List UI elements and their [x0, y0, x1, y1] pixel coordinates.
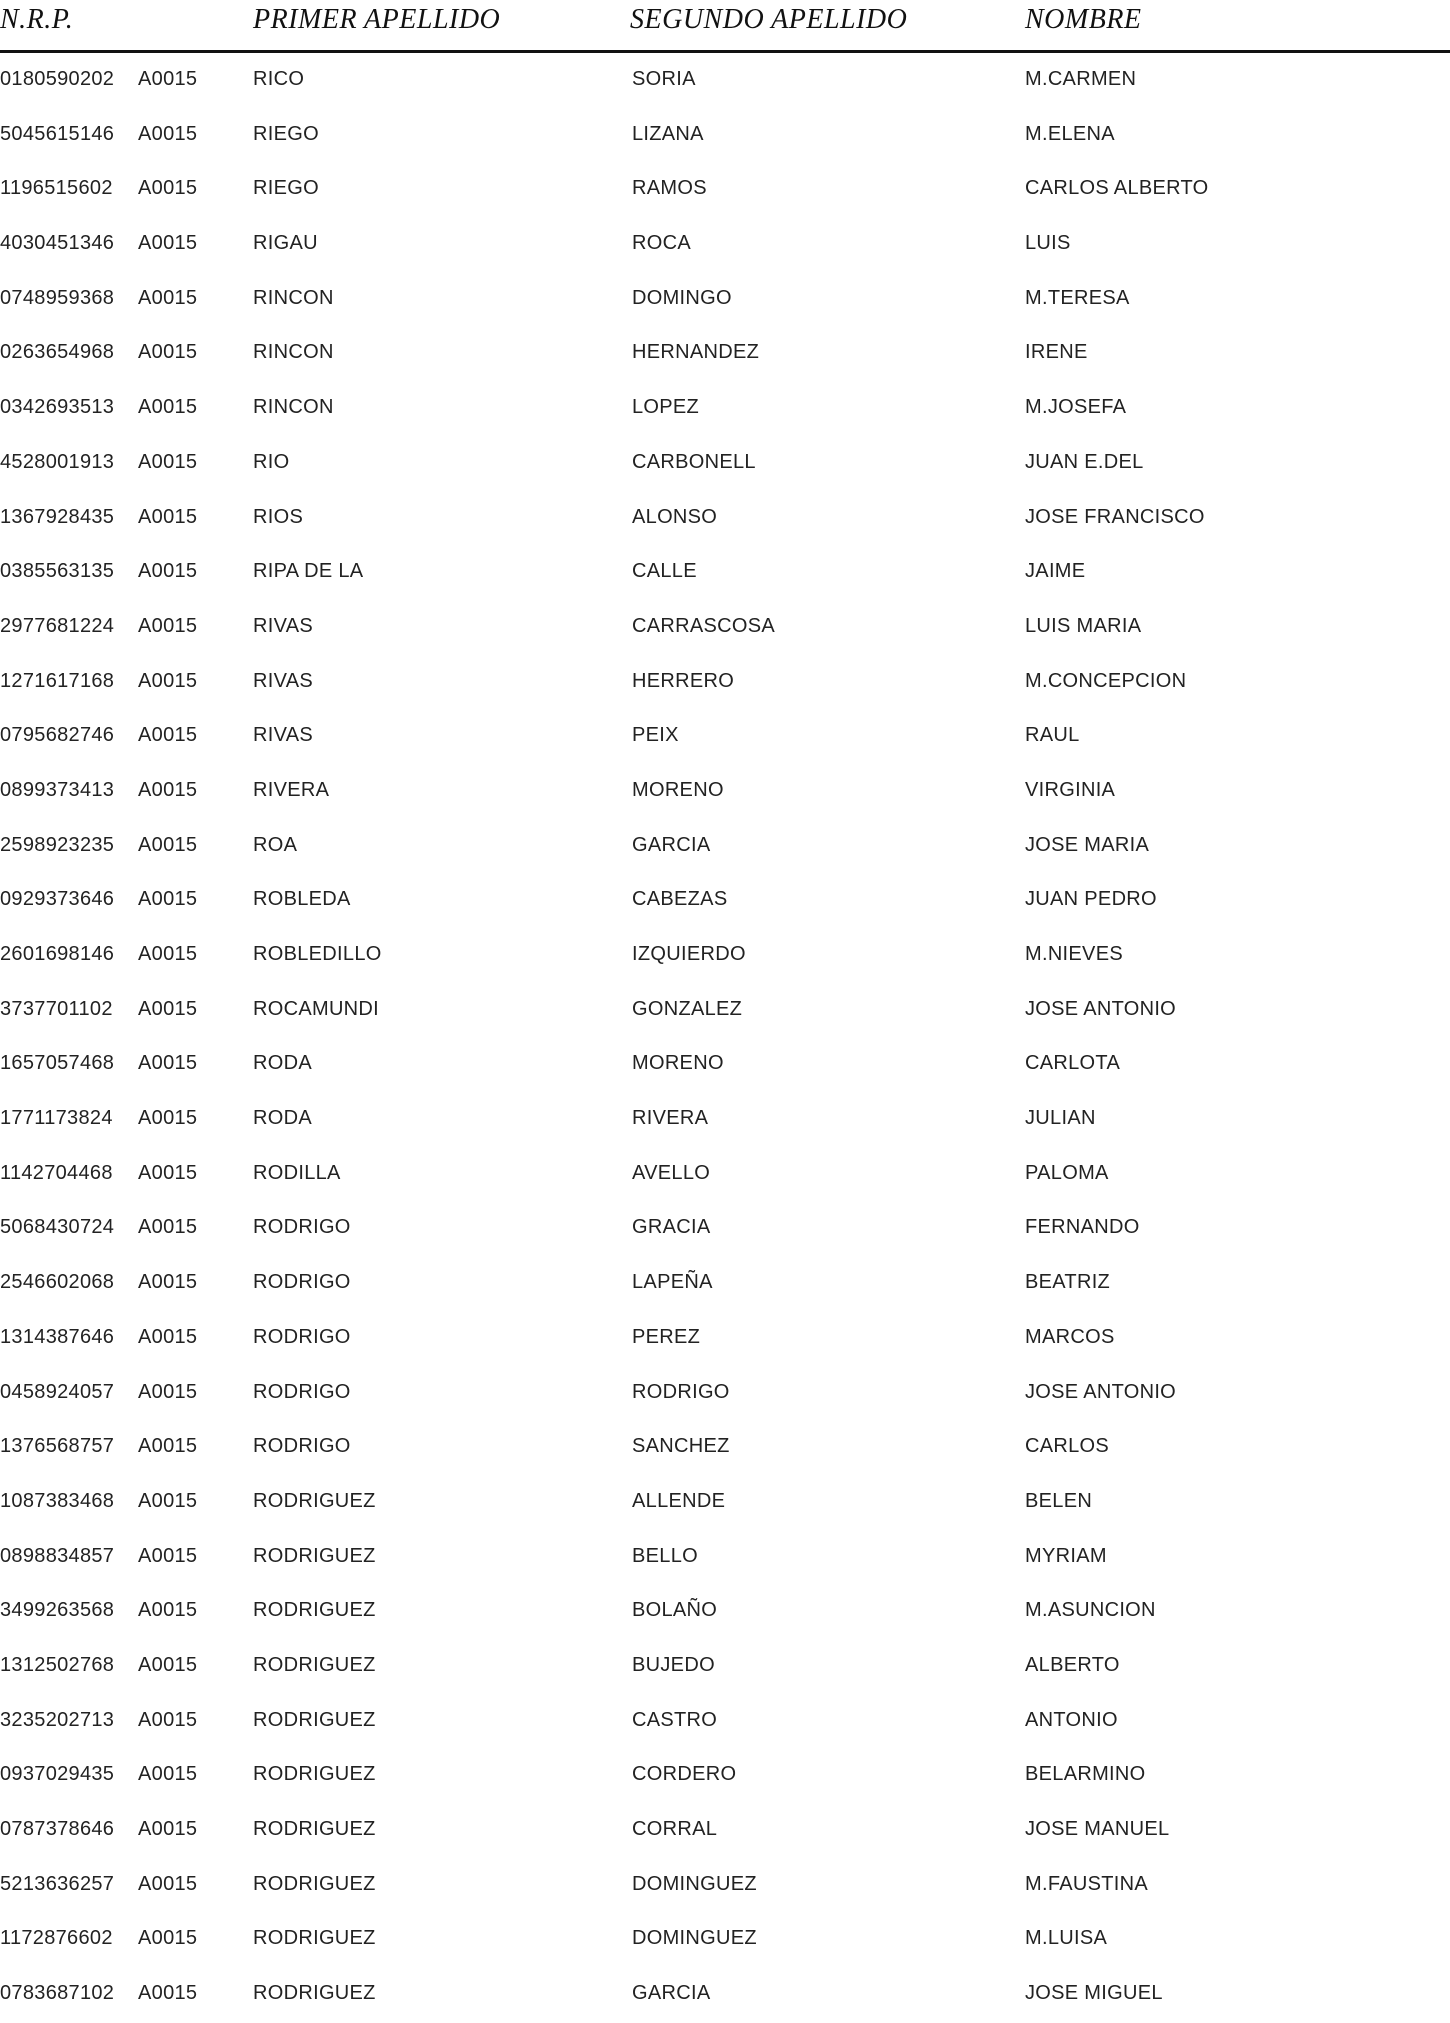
- segundo-apellido-cell: SORIA: [632, 68, 696, 90]
- code-cell: A0015: [138, 1325, 198, 1348]
- code-cell: A0015: [138, 177, 198, 200]
- primer-apellido-cell: ROA: [253, 833, 298, 856]
- nombre-cell: BELEN: [1025, 1489, 1093, 1512]
- table-row: [0, 1148, 1450, 1203]
- nrp-cell: 5068430724: [0, 1216, 115, 1239]
- table-row: [0, 1093, 1450, 1148]
- nombre-cell: FERNANDO: [1025, 1216, 1140, 1239]
- code-cell: A0015: [138, 1872, 198, 1895]
- table-row: [0, 820, 1450, 875]
- code-cell: A0015: [138, 1380, 198, 1403]
- segundo-apellido-cell: BOLAÑO: [632, 1599, 718, 1622]
- code-cell: A0015: [138, 232, 198, 255]
- nombre-cell: LUIS: [1025, 232, 1071, 255]
- primer-apellido-cell: RIVAS: [253, 669, 314, 692]
- segundo-apellido-cell: GARCIA: [632, 833, 711, 856]
- nombre-cell: M.ELENA: [1025, 122, 1115, 145]
- segundo-apellido-cell: PEIX: [632, 724, 679, 747]
- code-cell: A0015: [138, 1544, 198, 1567]
- segundo-apellido-cell: LIZANA: [632, 122, 704, 145]
- segundo-apellido-cell: GONZALEZ: [632, 997, 743, 1020]
- nrp-cell: 2977681224: [0, 614, 115, 637]
- nrp-cell: 1376568757: [0, 1435, 115, 1458]
- code-cell: A0015: [138, 669, 198, 692]
- table-row: [0, 601, 1450, 656]
- segundo-apellido-cell: CABEZAS: [632, 888, 728, 911]
- code-cell: A0015: [138, 724, 198, 747]
- primer-apellido-cell: RODRIGUEZ: [253, 1653, 376, 1676]
- primer-apellido-cell: RICO: [253, 68, 305, 90]
- primer-apellido-cell: RIVERA: [253, 778, 330, 801]
- segundo-apellido-cell: CARBONELL: [632, 450, 756, 473]
- nombre-cell: M.LUISA: [1025, 1927, 1108, 1950]
- table-row: [0, 382, 1450, 437]
- table-row: [0, 765, 1450, 820]
- nrp-cell: 0263654968: [0, 341, 115, 364]
- nrp-cell: 0748959368: [0, 286, 115, 309]
- code-cell: A0015: [138, 943, 198, 965]
- primer-apellido-cell: RODA: [253, 1107, 312, 1130]
- nrp-cell: 4030451346: [0, 232, 115, 255]
- table-row: [0, 1640, 1450, 1695]
- nombre-cell: IRENE: [1025, 341, 1088, 364]
- primer-apellido-cell: RODRIGUEZ: [253, 1927, 376, 1950]
- primer-apellido-cell: RIEGO: [253, 177, 319, 200]
- nombre-cell: M.NIEVES: [1025, 943, 1123, 965]
- primer-apellido-cell: RIEGO: [253, 122, 319, 145]
- nrp-cell: 2598923235: [0, 833, 115, 856]
- primer-apellido-cell: RODRIGUEZ: [253, 1763, 376, 1786]
- segundo-apellido-cell: GARCIA: [632, 1982, 711, 2005]
- table-row: [0, 109, 1450, 164]
- segundo-apellido-cell: BELLO: [632, 1544, 698, 1567]
- nombre-cell: JUAN PEDRO: [1025, 888, 1157, 911]
- primer-apellido-cell: RODRIGO: [253, 1435, 351, 1458]
- nombre-cell: ALBERTO: [1025, 1653, 1120, 1676]
- nombre-cell: MYRIAM: [1025, 1544, 1107, 1567]
- nombre-cell: JOSE MARIA: [1025, 833, 1150, 856]
- table-row: [0, 929, 1450, 984]
- code-cell: A0015: [138, 1982, 198, 2005]
- primer-apellido-cell: RODILLA: [253, 1161, 341, 1184]
- code-cell: A0015: [138, 1216, 198, 1239]
- nrp-cell: 2601698146: [0, 943, 115, 965]
- code-cell: A0015: [138, 1653, 198, 1676]
- nrp-cell: 1087383468: [0, 1489, 115, 1512]
- segundo-apellido-cell: ROCA: [632, 232, 691, 255]
- segundo-apellido-cell: CORRAL: [632, 1818, 718, 1840]
- code-cell: A0015: [138, 341, 198, 364]
- nrp-cell: 1771173824: [0, 1107, 113, 1130]
- segundo-apellido-cell: GRACIA: [632, 1216, 711, 1239]
- primer-apellido-cell: RODRIGUEZ: [253, 1708, 376, 1731]
- primer-apellido-cell: RODRIGUEZ: [253, 1818, 376, 1840]
- nombre-cell: JULIAN: [1025, 1107, 1096, 1130]
- segundo-apellido-cell: IZQUIERDO: [632, 943, 746, 965]
- code-cell: A0015: [138, 778, 198, 801]
- table-row: [0, 1804, 1450, 1859]
- code-cell: A0015: [138, 68, 198, 90]
- primer-apellido-cell: ROBLEDILLO: [253, 943, 382, 965]
- nrp-cell: 2546602068: [0, 1271, 115, 1294]
- code-cell: A0015: [138, 122, 198, 145]
- code-cell: A0015: [138, 1708, 198, 1731]
- primer-apellido-cell: RODRIGO: [253, 1216, 351, 1239]
- table-row: [0, 546, 1450, 601]
- nombre-cell: JOSE FRANCISCO: [1025, 505, 1205, 528]
- nrp-cell: 1172876602: [0, 1927, 113, 1950]
- code-cell: A0015: [138, 1435, 198, 1458]
- nrp-cell: 0937029435: [0, 1763, 115, 1786]
- code-cell: A0015: [138, 1599, 198, 1622]
- segundo-apellido-cell: CALLE: [632, 560, 697, 583]
- table-row: [0, 163, 1450, 218]
- nrp-cell: 1312502768: [0, 1653, 115, 1676]
- nrp-cell: 5213636257: [0, 1872, 115, 1895]
- nombre-cell: CARLOS: [1025, 1435, 1110, 1458]
- segundo-apellido-cell: PEREZ: [632, 1325, 701, 1348]
- nrp-cell: 0795682746: [0, 724, 115, 747]
- segundo-apellido-cell: LAPEÑA: [632, 1271, 713, 1294]
- nombre-cell: M.CONCEPCION: [1025, 669, 1187, 692]
- table-row: [0, 984, 1450, 1039]
- primer-apellido-cell: RINCON: [253, 396, 334, 419]
- nombre-cell: JOSE MANUEL: [1025, 1818, 1170, 1840]
- primer-apellido-cell: RODRIGUEZ: [253, 1544, 376, 1567]
- segundo-apellido-cell: LOPEZ: [632, 396, 700, 419]
- nombre-cell: M.TERESA: [1025, 286, 1130, 309]
- nombre-cell: JUAN E.DEL: [1025, 450, 1144, 473]
- table-row: [0, 218, 1450, 273]
- primer-apellido-cell: RODRIGUEZ: [253, 1872, 376, 1895]
- table-row: [0, 492, 1450, 547]
- nrp-cell: 0787378646: [0, 1818, 115, 1840]
- table-row: [0, 1476, 1450, 1531]
- segundo-apellido-cell: CORDERO: [632, 1763, 737, 1786]
- nombre-cell: JOSE ANTONIO: [1025, 997, 1177, 1020]
- code-cell: A0015: [138, 450, 198, 473]
- primer-apellido-cell: RODRIGUEZ: [253, 1489, 376, 1512]
- code-cell: A0015: [138, 833, 198, 856]
- segundo-apellido-cell: RODRIGO: [632, 1380, 730, 1403]
- primer-apellido-cell: RINCON: [253, 341, 334, 364]
- table-row: [0, 1531, 1450, 1586]
- segundo-apellido-cell: MORENO: [632, 1052, 724, 1075]
- nombre-cell: BEATRIZ: [1025, 1271, 1111, 1294]
- segundo-apellido-cell: AVELLO: [632, 1161, 711, 1184]
- code-cell: A0015: [138, 1052, 198, 1075]
- table-row: [0, 1202, 1450, 1257]
- primer-apellido-cell: RODRIGO: [253, 1325, 351, 1348]
- nombre-cell: M.CARMEN: [1025, 68, 1137, 90]
- nombre-cell: PALOMA: [1025, 1161, 1109, 1184]
- code-cell: A0015: [138, 505, 198, 528]
- table-row: [0, 327, 1450, 382]
- table-row: [0, 1367, 1450, 1422]
- segundo-apellido-cell: BUJEDO: [632, 1653, 715, 1676]
- code-cell: A0015: [138, 1763, 198, 1786]
- nrp-cell: 1142704468: [0, 1161, 113, 1184]
- nombre-cell: JAIME: [1025, 560, 1086, 583]
- code-cell: A0015: [138, 560, 198, 583]
- nrp-cell: 1367928435: [0, 505, 115, 528]
- nombre-cell: M.JOSEFA: [1025, 396, 1127, 419]
- segundo-apellido-cell: SANCHEZ: [632, 1435, 730, 1458]
- nombre-cell: M.ASUNCION: [1025, 1599, 1156, 1622]
- primer-apellido-cell: RODRIGO: [253, 1271, 351, 1294]
- table-row: [0, 1695, 1450, 1750]
- nrp-cell: 3499263568: [0, 1599, 115, 1622]
- table-row: [0, 1859, 1450, 1914]
- segundo-apellido-cell: RIVERA: [632, 1107, 709, 1130]
- table-row: [0, 1257, 1450, 1312]
- table-row: [0, 656, 1450, 711]
- table-row: [0, 1913, 1450, 1968]
- nrp-cell: 3737701102: [0, 997, 113, 1020]
- code-cell: A0015: [138, 1271, 198, 1294]
- segundo-apellido-cell: MORENO: [632, 778, 724, 801]
- primer-apellido-cell: RODRIGUEZ: [253, 1982, 376, 2005]
- nrp-cell: 1657057468: [0, 1052, 115, 1075]
- primer-apellido-cell: RIGAU: [253, 232, 318, 255]
- nrp-cell: 0898834857: [0, 1544, 115, 1567]
- nombre-cell: JOSE ANTONIO: [1025, 1380, 1177, 1403]
- segundo-apellido-cell: DOMINGUEZ: [632, 1872, 757, 1895]
- code-cell: A0015: [138, 1818, 198, 1840]
- nombre-cell: MARCOS: [1025, 1325, 1115, 1348]
- primer-apellido-cell: RINCON: [253, 286, 334, 309]
- nrp-cell: 3235202713: [0, 1708, 115, 1731]
- nrp-cell: 5045615146: [0, 122, 115, 145]
- segundo-apellido-cell: ALLENDE: [632, 1489, 726, 1512]
- nombre-cell: JOSE MIGUEL: [1025, 1982, 1163, 2005]
- table-row: [0, 1312, 1450, 1367]
- nombre-cell: RAUL: [1025, 724, 1080, 747]
- primer-apellido-cell: ROCAMUNDI: [253, 997, 380, 1020]
- table-row: [0, 1038, 1450, 1093]
- table-row: [0, 1968, 1450, 2023]
- nrp-cell: 0342693513: [0, 396, 115, 419]
- nrp-cell: 1314387646: [0, 1325, 115, 1348]
- nombre-cell: LUIS MARIA: [1025, 614, 1142, 637]
- nombre-cell: ANTONIO: [1025, 1708, 1118, 1731]
- header-rule: [0, 50, 1450, 53]
- nrp-cell: 0899373413: [0, 778, 115, 801]
- table-row: [0, 54, 1450, 109]
- segundo-apellido-cell: DOMINGUEZ: [632, 1927, 757, 1950]
- nombre-cell: VIRGINIA: [1025, 778, 1116, 801]
- primer-apellido-cell: RODRIGUEZ: [253, 1599, 376, 1622]
- code-cell: A0015: [138, 1161, 198, 1184]
- nrp-cell: 0458924057: [0, 1380, 115, 1403]
- header-nrp: N.R.P.: [0, 4, 74, 35]
- nrp-cell: 0783687102: [0, 1982, 115, 2005]
- table-row: [0, 1585, 1450, 1640]
- nombre-cell: M.FAUSTINA: [1025, 1872, 1149, 1895]
- primer-apellido-cell: RODRIGO: [253, 1380, 351, 1403]
- code-cell: A0015: [138, 1107, 198, 1130]
- header-segundo-apellido: SEGUNDO APELLIDO: [630, 4, 908, 35]
- code-cell: A0015: [138, 1927, 198, 1950]
- nrp-cell: 0180590202: [0, 68, 115, 90]
- code-cell: A0015: [138, 396, 198, 419]
- segundo-apellido-cell: CARRASCOSA: [632, 614, 776, 637]
- segundo-apellido-cell: DOMINGO: [632, 286, 732, 309]
- table-row: [0, 273, 1450, 328]
- segundo-apellido-cell: RAMOS: [632, 177, 707, 200]
- code-cell: A0015: [138, 997, 198, 1020]
- header-primer-apellido: PRIMER APELLIDO: [253, 4, 501, 35]
- nombre-cell: BELARMINO: [1025, 1763, 1146, 1786]
- table-row: [0, 437, 1450, 492]
- record-list: [0, 54, 1450, 2023]
- primer-apellido-cell: RIOS: [253, 505, 304, 528]
- nrp-cell: 0385563135: [0, 560, 115, 583]
- segundo-apellido-cell: CASTRO: [632, 1708, 718, 1731]
- primer-apellido-cell: RIO: [253, 450, 290, 473]
- segundo-apellido-cell: ALONSO: [632, 505, 718, 528]
- nrp-cell: 1196515602: [0, 177, 113, 200]
- nombre-cell: CARLOTA: [1025, 1052, 1121, 1075]
- table-row: [0, 1749, 1450, 1804]
- table-row: [0, 1421, 1450, 1476]
- nrp-cell: 1271617168: [0, 669, 115, 692]
- primer-apellido-cell: RODA: [253, 1052, 312, 1075]
- nrp-cell: 4528001913: [0, 450, 115, 473]
- code-cell: A0015: [138, 614, 198, 637]
- primer-apellido-cell: RIVAS: [253, 614, 314, 637]
- nombre-cell: CARLOS ALBERTO: [1025, 177, 1209, 200]
- code-cell: A0015: [138, 888, 198, 911]
- code-cell: A0015: [138, 286, 198, 309]
- nrp-cell: 0929373646: [0, 888, 115, 911]
- primer-apellido-cell: RIVAS: [253, 724, 314, 747]
- primer-apellido-cell: ROBLEDA: [253, 888, 351, 911]
- table-row: [0, 874, 1450, 929]
- header-nombre: NOMBRE: [1025, 4, 1142, 35]
- code-cell: A0015: [138, 1489, 198, 1512]
- segundo-apellido-cell: HERRERO: [632, 669, 735, 692]
- segundo-apellido-cell: HERNANDEZ: [632, 341, 760, 364]
- primer-apellido-cell: RIPA DE LA: [253, 560, 364, 583]
- table-row: [0, 710, 1450, 765]
